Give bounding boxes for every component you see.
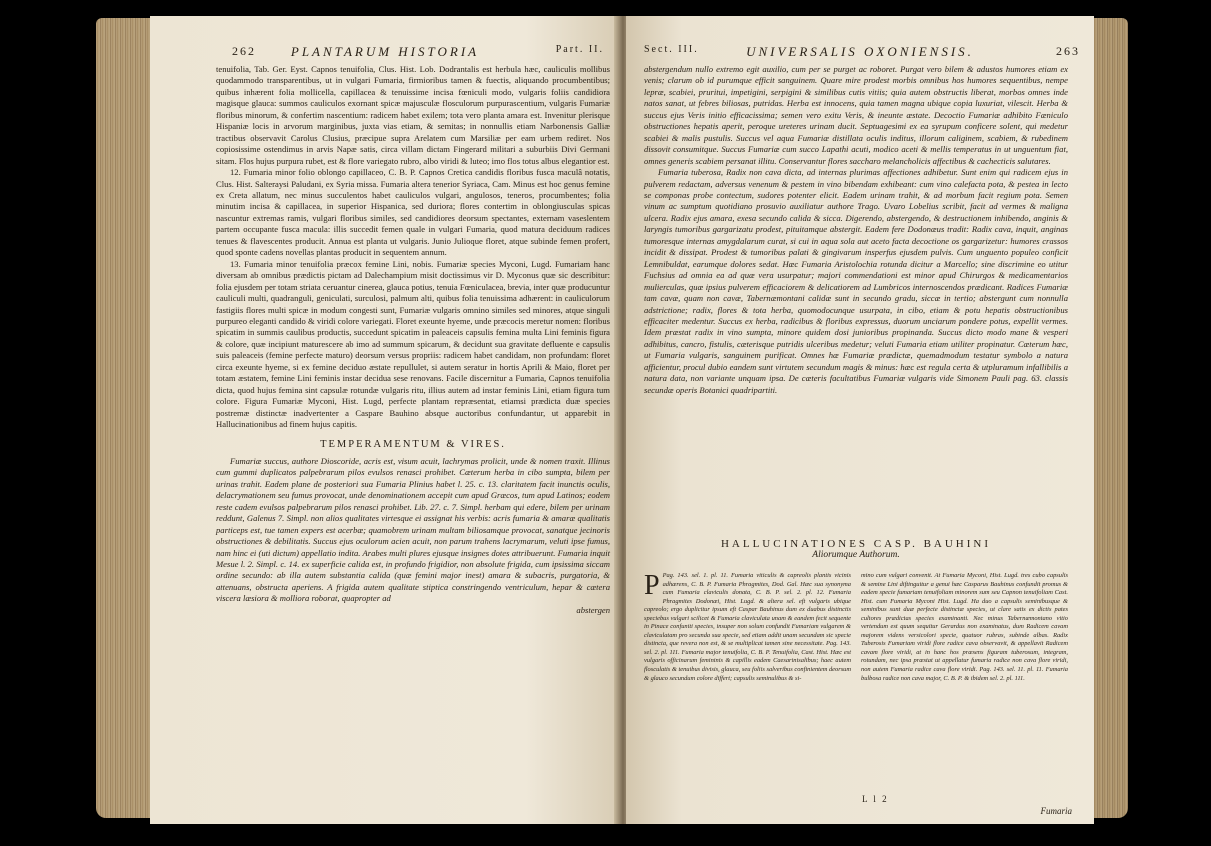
hall-column-1-text: Pag. 143. sel. 1. pl. 11. Fumaria viticulis & capreolis plantis vicinis adhærens, C. B. P. Fumaria Phragmites, Dod. Gal. Hæc sua synonyma cum Fumaria claviculis donata, C. B. P. sel. 2. pl. 12. Fumaria Phragmites Dodonæi, Hist. Lugd. & altera sel. eft vulgaris ubique capreolo; ergo duplicitur ipsum eft Caspar Bauhinus dum ex duabus distinctis speciebus vulgari scilicet & Fumaria claviculata unam & eandem fecit sequente in Pinace confuniti species, insuper non solum confundit Fumariam vulgarem & claviculatam pro secunda sua specie, sed etiam addit unam secundam sic specie distincta, que revera non est, & se multiplicat tamen sine necessitate. Pag. 143. sel. 2. pl. 111. Fumaria major tenuifolia, C. B. P. Tenuifolia, Cast. Hist. Hæc est vulgaris officinarum femininis & capillis eadem Caesarinisalibus; haec autem flosculatis & tenuibus divisis, glauca, seu foliis salveribus confinientem deorsum & glauco secundum colore differt; capsulis seminulibus & si- [644,572,851,682]
hall-columns [644,572,1068,794]
hall-column-2: mino cum vulgari convenit. At Fumaria Myconi, Hist. Lugd. tres cubo capsulis & semine Lini diftinguitur a genui hæc Casparus Bauhinus confundit promus & eadem specie fumariam tenuifoliam minorem sum seu Capnon tenuifoliam Cast. Hist. cum Fumaria Myconi Hist. Lugd. Ha duo a capsulis seminibusque & seminibus sunt duæ perfecte distinctæ species, ut clare satis ex dictis pates cultores prædictas species examinanti. Nec minus Tabernæmontano vitio vertendum est quum sequitur Gerardus non examinatus, dum Radicem cavam majorem videns versicolori specie, quatuor rubras, subinde albas. Radix Tuberosis Fumariam viridi flore radice cava observavit, & appellavit Radicem cavam flore viridi, at in hanc hos præsens figuram tuberosum, integram, rotundam, nec ipsa præstat ut appellatur fumaria radice non cava flore viridi, non autem Fumaria radice cava flore viridi. Pag. 143. sel. 11. pl. 11. Fumaria bulbosa radice non cava major, C. B. P. & ibidem sel. 2. pl. 111. [861,572,1068,682]
right-catchword: Fumaria [1040,806,1072,816]
left-catchword: abstergen [576,604,610,615]
hall-title: HALLUCINATIONES CASP. BAUHINI [720,538,992,550]
left-page-edges [96,18,154,818]
left-running-head [150,44,620,66]
right-running-title: UNIVERSALIS OXONIENSIS. [746,44,974,59]
left-paragraph-3: 13. Fumaria minor tenuifolia præcox femine Lini, nobis. Fumariæ species Myconi, Lugd. Fumariam hanc diversam ab omnibus prædictis pictam ad Dalechampium misit doctissimus vir D. Myconus quæ sic describitur: folia ejusdem per totam striata ceruantur cinerea, glauca potius, tenuia Fœniculacea, brevia, inter quæ producuntur cauliculi multi, quadranguli, geniculati, surculosi, palmum alti, quibus folia tenuissima adhærent: in cauliculorum fastigiis flores multi spicæ in modum congesti sunt, Fumariæ vulgaris omnino similes sed minores, atque singuli purpureo eleganti candido & viridi colore variegati. Floret exeunte hyeme, unde præcocis meretur nomen: floribus spicatim in summis caulibus productis, succedunt spicatim in paleaceis capsulis femina multa Lini feminis figura & colore, quæ incipiunt maturescere ab imo ad summum spicarum, & decidunt sua gravitate defluente e capsulis suis paleaceis (femine perfecte maturo) deorsum versus propriis: radicem habet candidam, non profundam: floret circa exeunte hyeme, si ex femine deciduo æstate repullulet, si autem seratur in hortis Aprili & Maio, floret per totam æstatem, femine Lini feminis instar decidua sese renovans. Facile discernitur a Fumaria, Capnos tenuifolia dicta, quod hujus femina sint capsulæ rotundæ vulgaris ritu, illius autem ad instar feminis Lini, etiam figura tum colore. Figura Fumariæ Myconi, Hist. Lugd, perfecte plantam repræsentat, etiamsi prædicta duæ species postremæ distinctæ inadvertenter a Caspare Bauhino absque auctoribus confundantur, ut apparebit in Hallucinationibus ad finem hujus capitis. [216,258,610,430]
right-body [644,64,1068,396]
right-paragraph-2: Fumaria tuberosa, Radix non cava dicta, ad internas plurimas affectiones adhibetur. Sunt enim qui radicem ejus in pulverem redactam, adversus venenum & pestem in vino bibendam exhibeant: cum vino calefacta pota, & pestea in lecto se componas probe contectum, sudores potenter elicit. Eadem urinam trahit, & ad morbum facit regium pota. Semen vinum ac sumptum quotidiano prosuvio auxiliatur authore Trago. Uvaro Lobelius scribit, facit ad vermes & maligna ulcera. Radix ejus amara, exesa secundo calida & sicca. Digerendo, abstergendo, & destructionem inhibendo, anginis & laryngis tumoribus gargarizatu prodest, pituitamque abstergit. Eadem fere Dodonæus tradit: Radix cava, inquit, anginas tumoresque internas amygdalarum curat, si cui in aqua sola aut aceto facta decoctione os gargarizetur: humores crassos incidit & dissipat. Prodest & tumoribus palati & gingivarum insperfus ejusdem pulvis. Cum unguento populeo conficit Lemnibuldat, earumque dolores sedat. Hæc Fumaria Aristolochia rotunda dicitur a Marcello; sine discrimine eo utitur Fuchsius ad omnia ea ad quæ vera usurpatur; majori commendationi est minor apud Chirurgos & medicamentarios mulierculas, quæ ipsius pulverem efficaciorem & delicatiorem ad Lumbricos internoscendos prædicant. Radices Fumariæ tam cavæ, quam non cavæ, Tabernæmontani calidæ sunt in secundo gradu, siccæ in tertio; abstergunt cum nonnulla adstrictione; radix, flores & tota herba, quomodocunque usurpata, in cibo, etiam & potu hepatis obstructionibus efficaciter medentur. Succus ex herba, radicibus & floribus expressus, duorum unciarum pondere potus, expellit vermes. Idem præstat radix in vino sumpta, minore quidem dosi junioribus propinanda. Succus dicto modo mane & vesperi adhibitus, cancro, fistulis, cæterisque putridis ulceribus medetur; veluti Fumaria etiam utiliter propinatur. Cæterum hæc, ut Fumaria vulgaris, sanguinem purificat. Omnes hæ Fumariæ prædictæ, quemadmodum testatur symbolo a natura afficientur, procul dubio eandem sunt virtutem secundum magis & minus: hæc est regula certa & utpluramum infallibilis a natura data, non variante unquam ipsa. De cæteris facultatibus Fumariæ vulgaris vide Simonem Pauli pag. 63. classis secundæ operis Botanici quadripartiti. [644,167,1068,395]
left-page [150,16,620,824]
drop-cap: P [644,570,660,601]
right-running-head [626,44,1094,66]
hall-subtitle: Aliorumque Authorum. [812,550,900,560]
right-page-number: 263 [1056,44,1080,58]
left-running-title: PLANTARUM HISTORIA [290,44,480,59]
left-body [216,64,610,616]
open-book [8,6,1204,840]
left-page-number: 262 [232,44,256,58]
signature-mark: L l 2 [862,794,889,804]
left-part-label: Part. II. [555,44,604,55]
section-heading-vires: TEMPERAMENTUM & VIRES. [320,438,506,450]
hallucinationes-heading [644,538,1068,560]
right-paragraph-1: abstergendum nullo extremo egit auxilio, cum per se purget ac roboret. Purgat vero bilem & adustos humores etiam ex venis; clarum ob id purumque efficit sanguinem. Quare mire prodest morbis omnibus hos humores sequentibus, nempe lepræ, scabiei, pruritui, impetigini, serpigini & similibus cutis vitiis; quia autem obstructis liberat, morbos omnes inde natos sanat, ut febres biliosas, putridas. Herba est innocens, quia tamen magna ubique copia luxuriat, vilescit. Herba & succus ejus Veris initio efficacissima; semen vero exitu Veris, & ineunte æstate. Decoctio Fumariæ adhibito Fæniculo obstructiones hepatis aperit, peroque ureteres urinam ducit. Septuagesimi ex ea syrupum conficere solent, qui medetur scabiei & malis pustulis. Succus vel aqua Fumariæ distillata oculis inditus, illorum caliginem, scabiem, & rubedinem dissovit consumitque. Succus Fumariæ cum succo Lapathi acuti, modico aceti & mellis temperatus in ut unguentum fiat, omnes generis scabiem persanat illitu. Conservantur flores saccharo melancholicis affectibus & cachecticis salutares. [644,64,1068,166]
hall-column-1 [644,572,851,794]
right-page [626,16,1094,824]
left-paragraph-2: 12. Fumaria minor folio oblongo capillaceo, C. B. P. Capnos Cretica candidis floribus fusca maculâ notatis, Clus. Hist. Salteraysi Paludani, ex Syria missa. Fumaria altera tenerior Syriaca, Cam. Minus est hoc genus femine ex Creta allatum, nec minus succulentos habet cauliculos vulgari, angulosos, teneros, procumbentes; folia minutim incisa & capillacea, in superior Hispanica, sed duriora; flores contertim in oblongiusculas spicas nascuntur extremas ramis, vulgari floribus similes, sed candidiores deorsum spectantes, externam vaseslentem partem occupante fusca macula: illis succedit femen quale in vulgari Fumaria, quod matura deciduum radices tenues & flavescentes producit. Annua est planta ut vulgaris. Junio Julioque floret, atque subinde femen profert, quod sponte cadens novellas plantas producit in sequentem annum. [216,167,610,258]
left-paragraph-1: tenuifolia, Tab. Ger. Eyst. Capnos tenuifolia, Clus. Hist. Lob. Dodrantalis est herbula hæc, cauliculis mollibus quodammodo transparentibus, ut in vulgari Fumaria, firmioribus tamen & fuectis, aliquando procumbentibus; quibus inhærent folia mollicella, capillacea & tenuissime incisa fœniculi modo, vulgaris foliis candidiora magisque glauca: summos cauliculos exornant spicæ majusculæ flosculorum purpurascentium, vulgaris Fumariæ floribus minorum, & confertim nascentium: radicem habet exilem; tota vero planta amara est. Invenitur plerisque Hispaniæ locis in arvorum marginibus, juxta vias etiam, & semitas; in nonnullis etiam Narbonensis Galliæ tractibus observavit Carolus Clusius, præcipue supra Arelatem cum Marsiliæ per eam urbem rediret. Nos copiosissime ostendimus in arvis Napæ satis, circa villam dictam Fingerard militari a suburbiis Divi Germani sitam. Flos hujus purpura rubet, est & flore variegato rubro, albo viridi & luteo; imo flos totus albus elegantior est. [216,64,610,166]
virtues-paragraph: Fumariæ succus, authore Dioscoride, acris est, visum acuit, lachrymas prolicit, unde & nomen traxit. Illinus cum gummi duplicatos palpebrarum pilos evulsos renasci prohibet. Cæterum herba in cibo sumpta, bilem per urinas trahit. Eadem plane de posteriori sua Fumaria Plinius habet l. 25. c. 13. claritatem facit inunctis oculis, delacrymationem seu fumus provocat, unde denominationem accepit cum apud Græcos, tum apud Latinos; eodem reste cadem evulsos palpebrarum pilos renasci prohibet. Lib. 27. c. 7. Simpl. herbam qui edere, bilem per urinam reddunt, Galenus 7. Simpl. non alios qualitates virtesque ei assignat his verbis: acris fumaria & amaræ qualitatis particeps est, tue tamen expers est acerbæ; quamobrem urinam multam biliosamque provocat, sanatque jecinoris obstructiones & debilitatis. Succus ejus oculorum acien acuit, non parum trahens lacrymarum, veluti ipse fumus, nam hinc ei (uti dictum) appellatio indita. Arabes multi plures ejusque insignes dotes attribuerunt. Fumaria inquit Mesue l. 2. Simpl. c. 14. ex superficie calida est, in profundo frigidior, non absolute frigida, cum ipsissima siccam ordine secundo: ab illa autem substantia calida (quæ femini major inest) amara & subacris, purgatoria, & attenuans, obstructa aperiens. A frigida autem qualitate stiptica constringendo ventriculum, hepar & cætera viscera læsiora & molliora roborat, quapropter ad [216,455,610,604]
section-label: Sect. III. [644,44,699,55]
